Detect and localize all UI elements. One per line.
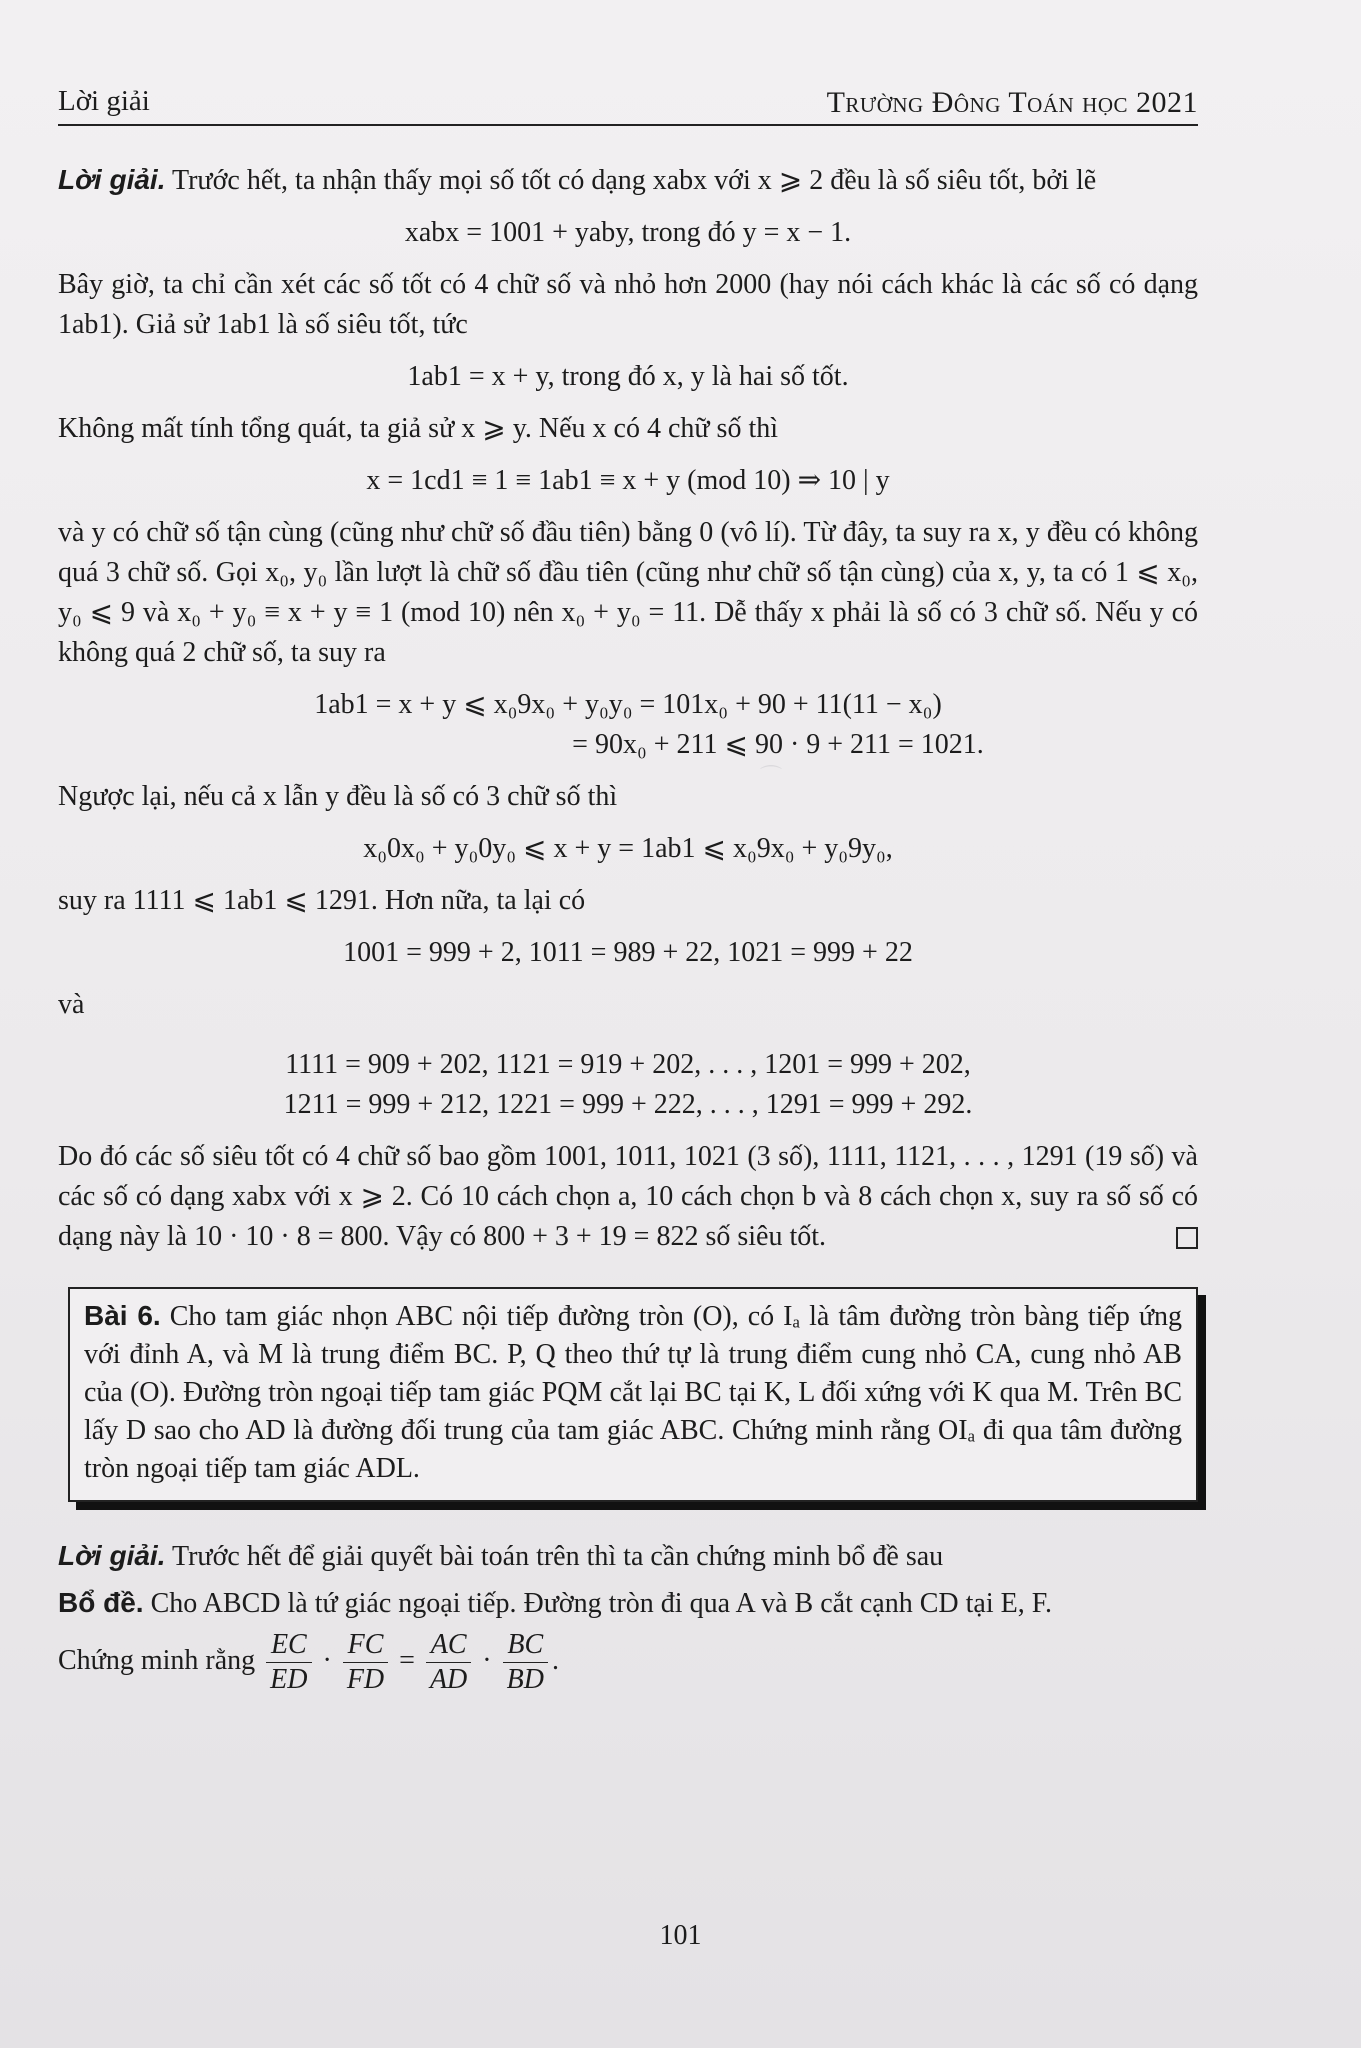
dot-operator: · [322,1644,332,1676]
qed-square-icon [1176,1227,1198,1249]
equals-sign: = [399,1644,415,1676]
fraction-ac-ad: $\frac{AC}{AD}$ [426,1628,471,1697]
lemma-label: Bổ đề. [58,1587,144,1618]
problem-label: Bài 6. [84,1300,161,1331]
paragraph-3: Không mất tính tổng quát, ta giả sử x ⩾ y. Nếu x có 4 chữ số thì [58,413,779,444]
solution-2-intro-text: Trước hết để giải quyết bài toán trên thì ta cần chứng minh bổ đề sau [171,1541,944,1572]
equation-7a: 1111 = 909 + 202, 1121 = 919 + 202, . . . , 1201 = 999 + 202, [285,1049,971,1080]
equation-6: 1001 = 999 + 2, 1011 = 989 + 22, 1021 = 999 + 22 [343,937,913,968]
page-content [58,160,1198,1697]
paragraph-7: và [58,989,85,1020]
fraction-fc-fd: $\frac{FC}{FD}$ [343,1628,388,1697]
paragraph-8-text: Do đó các số siêu tốt có 4 chữ số bao gồm 1001, 1011, 1021 (3 số), 1111, 1121, . . . , 1291 (19 số) và các số có dạng xabx với x ⩾ 2. Có 10 cách chọn a, 10 cách chọn b và 8 cách chọn x, suy ra số số có dạng này là 10 · 10 · 8 = 800. Vậy có 800 + 3 + 19 = 822 số siêu tốt. [58,1141,1198,1252]
paragraph-8 [58,1137,1198,1257]
bleed-through-text: ⌒ [760,764,783,789]
equation-5: x₀0x₀ + y₀0y₀ ⩽ x + y = 1ab1 ⩽ x₀9x₀ + y₀9y₀, [363,833,893,864]
lemma [58,1583,1198,1624]
paragraph-5: Ngược lại, nếu cả x lẫn y đều là số có 3 chữ số thì [58,781,618,812]
dot-operator-2: · [482,1644,492,1676]
paragraph-6: suy ra 1111 ⩽ 1ab1 ⩽ 1291. Hơn nữa, ta lại có [58,885,586,916]
problem-text: Cho tam giác nhọn ABC nội tiếp đường tròn (O), có Iₐ là tâm đường tròn bàng tiếp ứng với đỉnh A, và M là trung điểm BC. P, Q theo thứ tự là trung điểm cung nhỏ CA, cung nhỏ AB của (O). Đường tròn ngoại tiếp tam giác PQM cắt lại BC tại K, L đối xứng với K qua M. Trên BC lấy D sao cho AD là đường đối trung của tam giác ABC. Chứng minh rằng OIₐ đi qua tâm đường tròn ngoại tiếp tam giác ADL. [84,1301,1182,1484]
page-number: 101 [659,1920,702,1951]
fraction-bc-bd: $\frac{BC}{BD}$ [503,1628,548,1697]
equation-3: x = 1cd1 ≡ 1 ≡ 1ab1 ≡ x + y (mod 10) ⇒ 10 | y [366,465,890,496]
running-header [58,68,1198,126]
solution-label: Lời giải. [58,164,166,195]
fraction-ec-ed: $\frac{EC}{ED}$ [266,1628,311,1697]
equation-4b: = 90x₀ + 211 ⩽ 90 · 9 + 211 = 1021. [572,729,984,760]
period: . [551,1644,559,1676]
header-section-title: Lời giải [58,85,150,117]
equation-4a: 1ab1 = x + y ⩽ x₀9x₀ + y₀y₀ = 101x₀ + 90 + 11(11 − x₀) [314,689,942,720]
equation-1: xabx = 1001 + yaby, trong đó y = x − 1. [404,217,852,248]
solution-2-label: Lời giải. [58,1540,166,1571]
paragraph-4: và y có chữ số tận cùng (cũng như chữ số đầu tiên) bằng 0 (vô lí). Từ đây, ta suy ra x, y đều có không quá 3 chữ số. Gọi x₀, y₀ lần lượt là chữ số đầu tiên (cũng như chữ số tận cùng) của x, y, ta có 1 ⩽ x₀, y₀ ⩽ 9 và x₀ + y₀ ≡ x + y ≡ 1 (mod 10) nên x₀ + y₀ = 11. Dễ thấy x phải là số có 3 chữ số. Nếu y có không quá 2 chữ số, ta suy ra [58,517,1198,668]
problem-6-box [68,1287,1198,1502]
prove-prefix: Chứng minh rằng [58,1644,256,1676]
equation-7b: 1211 = 999 + 212, 1221 = 999 + 222, . . . , 1291 = 999 + 292. [283,1089,973,1120]
lemma-text: Cho ABCD là tứ giác ngoại tiếp. Đường tròn đi qua A và B cắt cạnh CD tại E, F. [150,1588,1053,1619]
paragraph-2: Bây giờ, ta chỉ cần xét các số tốt có 4 chữ số và nhỏ hơn 2000 (hay nói cách khác là các số có dạng 1ab1). Giả sử 1ab1 là số siêu tốt, tức [58,269,1198,340]
header-book-title: Trường Đông Toán học 2021 [826,86,1198,119]
solution-intro [58,160,1198,201]
lemma-claim [58,1628,1198,1697]
solution-intro-text: Trước hết, ta nhận thấy mọi số tốt có dạng xabx với x ⩾ 2 đều là số siêu tốt, bởi lẽ [171,165,1097,196]
solution-2-intro [58,1536,1198,1577]
equation-2: 1ab1 = x + y, trong đó x, y là hai số tốt. [407,361,849,392]
